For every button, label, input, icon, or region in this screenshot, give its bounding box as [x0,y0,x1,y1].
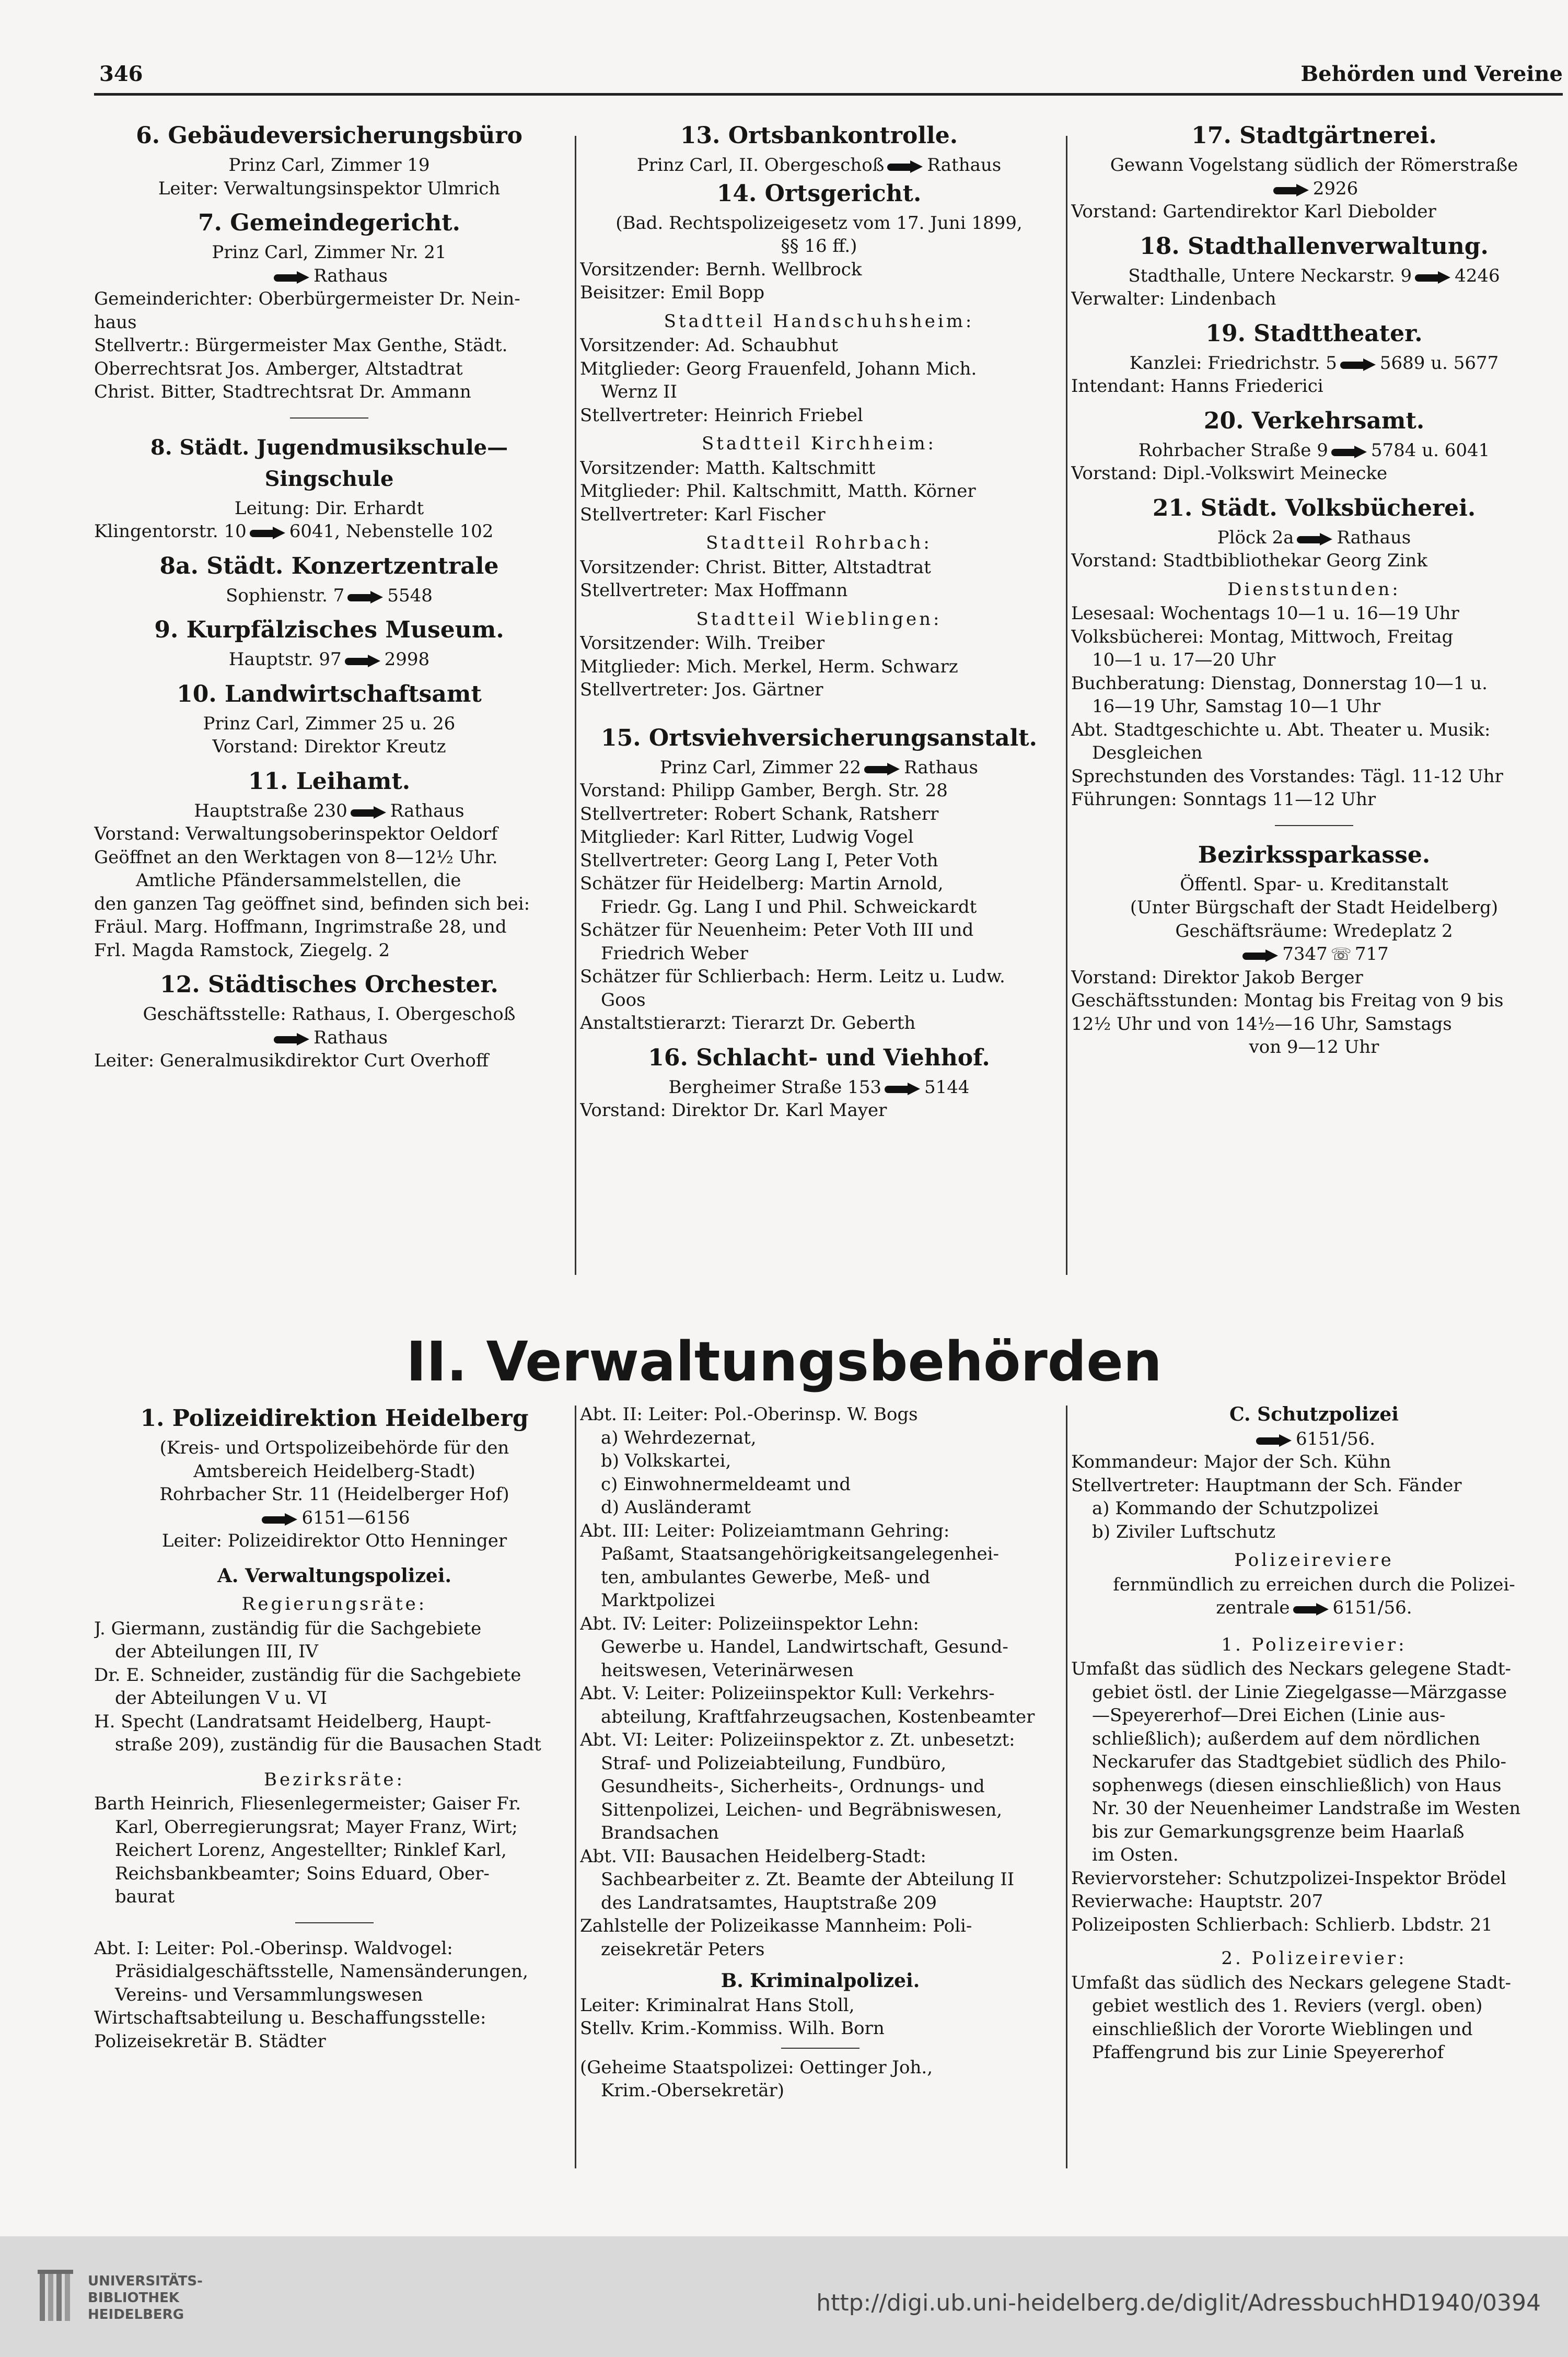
entry-title: 12. Städtisches Orchester. [160,971,498,998]
text-line: 16—19 Uhr, Samstag 10—1 Uhr [1092,696,1381,717]
text-line: Gemeinderichter: Oberbürgermeister Dr. Nein- [94,288,520,309]
telephone-icon [345,655,381,667]
text-line: Krim.-Obersekretär) [601,2080,785,2101]
text-line: Abt. I: Leiter: Pol.-Oberinsp. Waldvogel: [94,1937,453,1959]
telephone-icon [347,591,384,603]
entry-title: 17. Stadtgärtnerei. [1191,122,1437,149]
address: Hauptstraße 230 [194,800,347,821]
column-divider [575,1406,576,2168]
text-line: Leiter: Kriminalrat Hans Stoll, [580,1994,855,2016]
phone-ref: Rathaus [904,757,978,778]
subheading: Stadtteil Kirchheim: [701,433,937,454]
bottom-column-1 [94,1403,575,2053]
text-line: Wernz II [601,381,678,402]
text-line: Goos [601,989,646,1011]
divider [295,1922,374,1923]
text-line: gebiet westlich des 1. Reviers (vergl. oben) [1092,1995,1483,2016]
telephone-icon [1415,271,1451,284]
text-line: Stellvertreter: Georg Lang I, Peter Voth [580,850,938,871]
text-line: Abt. II: Leiter: Pol.-Oberinsp. W. Bogs [580,1404,918,1425]
text-line: Geschäftsstunden: Montag bis Freitag von 9 bis [1071,990,1504,1011]
entry-title: 9. Kurpfälzisches Museum. [154,617,504,643]
text-line [580,1076,1058,1099]
address: Plöck 2a [1217,527,1294,548]
telephone-icon [864,763,901,775]
phone-number: 5144 [924,1076,970,1098]
phone-number: 6041, Nebenstelle 102 [289,521,494,542]
text-line: a) Kommando der Schutzpolizei [1092,1498,1379,1519]
text-line: Volksbücherei: Montag, Mittwoch, Freitag [1071,626,1454,647]
entry-title: Bezirkssparkasse. [1198,841,1431,868]
subheading: Regierungsräte: [241,1594,427,1615]
text-line: einschließlich der Vororte Wieblingen und [1092,2018,1473,2040]
divider [1275,825,1353,826]
text-line: zeisekretär Peters [601,1938,765,1960]
subheading: 2. Polizeirevier: [1221,1948,1407,1969]
text-line: §§ 16 ff.) [781,236,857,257]
text-line: Schätzer für Heidelberg: Martin Arnold, [580,873,944,894]
text-line: Amtsbereich Heidelberg-Stadt) [193,1460,475,1482]
text-line: H. Specht (Landratsamt Heidelberg, Haupt- [94,1711,491,1732]
text-line: Fräul. Marg. Hoffmann, Ingrimstraße 28, und [94,916,507,937]
phone-number: 6151—6156 [301,1507,410,1528]
address: Stadthalle, Untere Neckarstr. 9 [1128,265,1412,286]
text-line: Prinz Carl, Zimmer 19 [228,155,430,176]
text-line: Abt. III: Leiter: Polizeiamtmann Gehring: [580,1520,950,1541]
text-line [94,1026,564,1050]
text-line: Vorstand: Direktor Jakob Berger [1071,967,1363,988]
text-line: Leitung: Dir. Erhardt [234,497,424,519]
text-line: Pfaffengrund bis zur Linie Speyererhof [1092,2042,1444,2063]
text-fragment: zentrale [1216,1597,1290,1618]
text-line: Zahlstelle der Polizeikasse Mannheim: Poli- [580,1915,972,1936]
text-line: b) Ziviler Luftschutz [1092,1521,1276,1542]
text-line: Christ. Bitter, Stadtrechtsrat Dr. Ammann [94,381,471,402]
text-line: Oberrechtsrat Jos. Amberger, Altstadtrat [94,358,463,379]
text-line: Leiter: Polizeidirektor Otto Henninger [161,1530,507,1551]
text-line [1071,943,1557,966]
text-line: (Geheime Staatspolizei: Oettinger Joh., [580,2057,933,2078]
text-line: Stellvertreter: Karl Fischer [580,504,826,525]
subheading: Bezirksräte: [264,1769,405,1790]
text-line: (Kreis- und Ortspolizeibehörde für den [159,1437,509,1458]
text-line: haus [94,311,137,333]
text-line: Stellvertreter: Jos. Gärtner [580,679,823,700]
text-line: Karl, Oberregierungsrat; Mayer Franz, Wirt; [115,1816,518,1838]
library-name-line: UNIVERSITÄTS- [88,2273,203,2289]
text-line: Vorsitzender: Bernh. Wellbrock [580,259,862,280]
text-line: Stellvertreter: Hauptmann der Sch. Fänder [1071,1474,1462,1496]
entry-title: 13. Ortsbankontrolle. [680,122,958,149]
text-line: heitswesen, Veterinärwesen [601,1659,854,1681]
phone-number: 6151/56. [1295,1428,1376,1449]
text-line: Stellvertreter: Robert Schank, Ratsherr [580,803,939,825]
text-line: Vorsitzender: Matth. Kaltschmitt [580,457,876,479]
address: Sophienstr. 7 [226,585,345,606]
text-line: (Bad. Rechtspolizeigesetz vom 17. Juni 1899, [615,212,1023,234]
entry-title: 15. Ortsviehversicherungsanstalt. [601,724,1037,751]
text-line: baurat [115,1886,175,1907]
text-line: Stellvertr.: Bürgermeister Max Genthe, Städt. [94,335,508,356]
bottom-column-3 [1071,1403,1557,2064]
entry-title: 20. Verkehrsamt. [1203,407,1425,434]
text-line: gebiet östl. der Linie Ziegelgasse—Märzgasse [1092,1681,1507,1703]
text-line: Abt. V: Leiter: Polizeiinspektor Kull: Verkehrs- [580,1683,995,1704]
text-line: Marktpolizei [601,1590,715,1611]
telephone-icon [1331,446,1368,458]
top-column-3 [1071,120,1557,1059]
text-line: Leiter: Generalmusikdirektor Curt Overhoff [94,1050,489,1071]
text-line: Buchberatung: Dienstag, Donnerstag 10—1 u. [1071,672,1488,694]
text-line: a) Wehrdezernat, [601,1427,757,1448]
column-divider [575,136,576,1275]
text-line: Vorstand: Direktor Dr. Karl Mayer [580,1100,887,1121]
text-line: Gesundheits-, Sicherheits-, Ordnungs- und [601,1776,985,1797]
text-line: Vorstand: Verwaltungsoberinspektor Oeldorf [94,823,498,844]
entry-title: 7. Gemeindegericht. [198,210,460,236]
text-line [94,264,564,288]
telephone-icon [1340,358,1377,371]
text-line: Dr. E. Schneider, zuständig für die Sachgebiete [94,1664,521,1686]
address: Klingentorstr. 10 [94,521,247,542]
text-line: im Osten. [1092,1844,1179,1865]
text-line: Rohrbacher Str. 11 (Heidelberger Hof) [159,1484,509,1505]
telephone-icon [1256,1434,1293,1447]
subheading: Stadtteil Handschuhsheim: [664,310,974,332]
text-line: Polizeiposten Schlierbach: Schlierb. Lbdstr. 21 [1071,1914,1493,1935]
text-line: Geschäftsstelle: Rathaus, I. Obergeschoß [143,1004,516,1025]
viewer-footer [0,2236,1568,2357]
text-line: (Unter Bürgschaft der Stadt Heidelberg) [1130,897,1499,918]
text-line: Stellvertreter: Heinrich Friebel [580,404,863,426]
text-line: sophenwegs (diesen einschließlich) von Haus [1092,1774,1502,1796]
telephone-icon [262,1513,298,1526]
text-line [1071,1596,1557,1620]
text-line: Friedr. Gg. Lang I und Phil. Schweickardt [601,896,977,918]
text-line: Umfaßt das südlich des Neckars gelegene Stadt- [1071,1658,1511,1679]
text-line [580,154,1058,177]
section-title: II. Verwaltungsbehörden [406,1330,1162,1394]
library-logo-icon [37,2269,78,2326]
text-line: Öffentl. Spar- u. Kreditanstalt [1180,874,1448,895]
subheading: 1. Polizeirevier: [1221,1634,1407,1655]
telegraph-icon: ☏ [1330,944,1352,964]
text-line: Prinz Carl, Zimmer 25 u. 26 [203,713,456,734]
text-line: Mitglieder: Phil. Kaltschmitt, Matth. Körner [580,481,976,502]
text-line: b) Volkskartei, [601,1450,731,1471]
text-line: Wirtschaftsabteilung u. Beschaffungsstelle: [94,2007,486,2028]
subheading: Dienststunden: [1227,578,1401,600]
text-line: Geöffnet an den Werktagen von 8—12½ Uhr. [94,846,498,868]
entry-title: 19. Stadttheater. [1205,320,1423,347]
column-divider [1066,1406,1067,2168]
telephone-icon [1293,1603,1330,1616]
text-line: Vorsitzender: Christ. Bitter, Altstadtrat [580,556,931,578]
text-line: J. Giermann, zuständig für die Sachgebiete [94,1618,482,1639]
text-line: Sachbearbeiter z. Zt. Beamte der Abteilung II [601,1869,1015,1890]
text-line: Sprechstunden des Vorstandes: Tägl. 11-12 Uhr [1071,765,1503,787]
phone-ref: Rathaus [390,800,464,821]
text-line: Desgleichen [1092,742,1203,763]
divider [290,417,368,419]
text-line: Präsidialgeschäftsstelle, Namensänderungen, [115,1961,528,1982]
subheading: Stadtteil Wieblingen: [696,608,942,630]
bottom-column-2 [580,1403,1061,2103]
text-line [1071,439,1557,462]
text-line: Kommandeur: Major der Sch. Kühn [1071,1452,1391,1472]
text-line: Sittenpolizei, Leichen- und Begräbniswesen, [601,1799,1003,1820]
text-line: Vorstand: Direktor Kreutz [212,736,446,757]
entry-title: 18. Stadthallenverwaltung. [1140,233,1489,260]
text-line: Abt. Stadtgeschichte u. Abt. Theater u. Musik: [1071,719,1491,740]
top-column-1 [94,120,564,1073]
text-line: Frl. Magda Ramstock, Ziegelg. 2 [94,939,390,961]
phone-number: 6151/56. [1332,1597,1412,1618]
telephone-icon [1273,184,1310,196]
phone-number: 2998 [384,649,430,670]
library-name-line: HEIDELBERG [88,2307,184,2323]
text-line: Führungen: Sonntags 11—12 Uhr [1071,789,1376,810]
column-divider [1066,136,1067,1275]
subsection-title: B. Kriminalpolizei. [721,1970,920,1992]
text-line: Polizeisekretär B. Städter [94,2030,326,2052]
text-line [1071,352,1557,375]
text-line: Friedrich Weber [601,943,748,964]
text-line: Brandsachen [601,1822,719,1843]
text-line: Nr. 30 der Neuenheimer Landstraße im Westen [1092,1798,1521,1819]
text-line: Reichert Lorenz, Angestellter; Rinklef Karl, [115,1840,507,1861]
address: Kanzlei: Friedrichstr. 5 [1129,352,1337,374]
text-line: Gewann Vogelstang südlich der Römerstraße [1110,155,1518,176]
text-line [94,584,564,608]
running-header [99,56,1563,93]
text-line [1071,1427,1557,1451]
text-line: Reviervorsteher: Schutzpolizei-Inspektor Brödel [1071,1867,1506,1889]
subsection-title: C. Schutzpolizei [1229,1403,1399,1425]
text-line: Barth Heinrich, Fliesenlegermeister; Gaiser Fr. [94,1793,521,1814]
phone-number: 2926 [1313,178,1358,199]
text-line: Abt. VI: Leiter: Polizeiinspektor z. Zt. unbesetzt: [580,1729,1015,1750]
telephone-icon [887,160,924,173]
text-line [94,520,564,543]
phone-number: 5548 [387,585,433,606]
telephone-icon [274,271,310,284]
text-line [1071,526,1557,550]
text-line: Stellv. Krim.-Kommiss. Wilh. Born [580,2018,885,2039]
top-column-2 [580,120,1058,1122]
text-line: Lesesaal: Wochentags 10—1 u. 16—19 Uhr [1071,603,1459,624]
text-line: Amtliche Pfändersammelstellen, die [136,870,461,891]
text-line: Stellvertreter: Max Hoffmann [580,580,848,601]
text-line: Mitglieder: Mich. Merkel, Herm. Schwarz [580,656,958,677]
entry-title: 14. Ortsgericht. [716,180,922,207]
telephone-icon [250,527,286,539]
text-line: abteilung, Kraftfahrzeugsachen, Kostenbeamter [601,1706,1035,1727]
entry-title: 21. Städt. Volksbücherei. [1152,494,1476,521]
subheading: Polizeireviere [1234,1550,1394,1571]
text-line: straße 209), zuständig für die Bausachen Stadt [115,1734,541,1755]
entry-title: 8a. Städt. Konzertzentrale [159,552,499,579]
text-line: Abt. VII: Bausachen Heidelberg-Stadt: [580,1845,926,1867]
page-number: 346 [99,62,143,86]
text-line: Vorsitzender: Ad. Schaubhut [580,335,839,356]
phone-ref: Rathaus [1337,527,1411,548]
text-line: Vorsitzender: Wilh. Treiber [580,633,825,654]
telephone-icon [1297,533,1333,545]
divider [781,2048,860,2049]
text-line: Schätzer für Neuenheim: Peter Voth III und [580,920,974,941]
text-line: Reichsbankbeamter; Soins Eduard, Ober- [115,1863,490,1884]
text-line: des Landratsamtes, Hauptstraße 209 [601,1892,937,1913]
text-line: Umfaßt das südlich des Neckars gelegene Stadt- [1071,1972,1511,1993]
address: Rohrbacher Straße 9 [1138,439,1328,461]
running-title: Behörden und Vereine [1300,62,1563,86]
text-line: Neckarufer das Stadtgebiet südlich des Philo- [1092,1751,1506,1772]
header-rule [94,93,1563,96]
text-line: Vorstand: Philipp Gamber, Bergh. Str. 28 [580,780,948,801]
entry-title: 11. Leihamt. [248,768,411,795]
phone-number: 7347 [1282,944,1328,965]
entry-title: 16. Schlacht- und Viehhof. [648,1044,990,1071]
address: Prinz Carl, Zimmer 22 [660,757,862,778]
library-name-line: BIBLIOTHEK [88,2290,180,2306]
text-line: der Abteilungen V u. VI [115,1688,328,1709]
telephone-icon [1242,949,1279,962]
text-line [1071,264,1557,288]
entry-title: 1. Polizeidirektion Heidelberg [140,1405,529,1432]
text-line: Vorstand: Dipl.-Volkswirt Meinecke [1071,463,1388,484]
phone-number: 5784 u. 6041 [1370,439,1490,461]
text-line: Verwalter: Lindenbach [1071,288,1276,309]
text-line: Schätzer für Schlierbach: Herm. Leitz u. Ludw. [580,966,1005,987]
text-line: Prinz Carl, Zimmer Nr. 21 [212,242,447,263]
text-line: Leiter: Verwaltungsinspektor Ulmrich [158,178,501,199]
subsection-title: A. Verwaltungspolizei. [217,1564,451,1587]
text-line [94,648,564,671]
address: Hauptstr. 97 [228,649,342,670]
entry-title: 10. Landwirtschaftsamt [177,680,482,707]
text-line: Abt. IV: Leiter: Polizeiinspektor Lehn: [580,1613,919,1634]
text-line: c) Einwohnermeldeamt und [601,1473,851,1495]
text-line: Mitglieder: Georg Frauenfeld, Johann Mich. [580,358,977,379]
text-line [94,1506,575,1530]
phone-number: 5689 u. 5677 [1379,352,1499,374]
address: Bergheimer Straße 153 [668,1076,881,1098]
text-line: ten, ambulantes Gewerbe, Meß- und [601,1566,931,1588]
text-line [94,799,564,823]
text-line: von 9—12 Uhr [1249,1037,1379,1058]
text-line: Geschäftsräume: Wredeplatz 2 [1175,920,1453,942]
text-line: —Speyererhof—Drei Eichen (Linie aus- [1092,1705,1446,1726]
phone-number: 4246 [1455,265,1500,286]
text-line: Revierwache: Hauptstr. 207 [1071,1891,1323,1912]
address: Prinz Carl, II. Obergeschoß [636,155,885,176]
source-url-link[interactable]: http://digi.ub.uni-heidelberg.de/diglit/AdressbuchHD1940/0394 [816,2290,1541,2316]
text-line: Beisitzer: Emil Bopp [580,282,765,303]
text-line: schließlich); außerdem auf dem nördlichen [1092,1728,1480,1749]
text-line: Vereins- und Versammlungswesen [115,1984,423,2005]
text-line: Straf- und Polizeiabteilung, Fundbüro, [601,1752,947,1774]
text-line: 12½ Uhr und von 14½—16 Uhr, Samstags [1071,1013,1452,1035]
text-line: Vorstand: Gartendirektor Karl Diebolder [1071,201,1436,222]
text-line [1071,177,1557,201]
telex-number: 717 [1354,944,1389,965]
text-line: Anstaltstierarzt: Tierarzt Dr. Geberth [580,1013,916,1034]
text-line: den ganzen Tag geöffnet sind, befinden sich bei: [94,893,530,914]
phone-ref: Rathaus [313,1027,388,1048]
telephone-icon [351,806,387,819]
telephone-icon [274,1033,310,1046]
text-line: Paßamt, Staatsangehörigkeitsangelegenhei- [601,1543,999,1564]
text-line: Gewerbe u. Handel, Landwirtschaft, Gesund- [601,1636,1008,1657]
text-line: bis zur Gemarkungsgrenze beim Haarlaß [1092,1821,1465,1842]
telephone-icon [885,1083,921,1095]
text-line: Vorstand: Stadtbibliothekar Georg Zink [1071,550,1427,571]
text-line: Intendant: Hanns Friederici [1071,376,1323,397]
text-line: Mitglieder: Karl Ritter, Ludwig Vogel [580,827,914,847]
entry-title: 8. Städt. Jugendmusikschule—Singschule [150,435,508,491]
text-line [580,756,1058,780]
text-line: 10—1 u. 17—20 Uhr [1092,649,1276,670]
phone-ref: Rathaus [927,155,1002,176]
library-name [88,2273,203,2323]
phone-ref: Rathaus [313,265,388,286]
subheading: Stadtteil Rohrbach: [706,532,932,553]
text-line: d) Ausländeramt [601,1497,751,1518]
text-line: der Abteilungen III, IV [115,1641,319,1662]
entry-title: 6. Gebäudeversicherungsbüro [136,122,522,149]
text-line: fernmündlich zu erreichen durch die Polizei- [1113,1574,1515,1595]
